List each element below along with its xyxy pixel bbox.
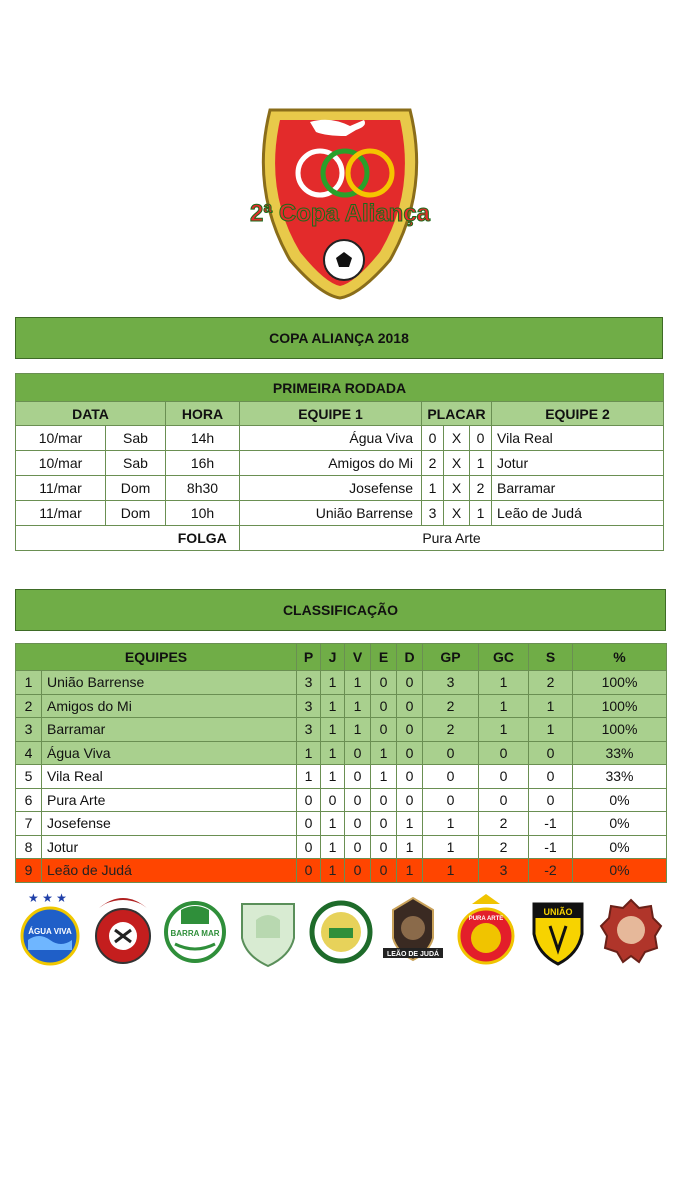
match-row	[16, 426, 664, 451]
match-score2: 1	[470, 501, 492, 526]
header-equipe1: EQUIPE 1	[240, 402, 422, 426]
classification-row	[16, 765, 667, 789]
match-day: Dom	[106, 476, 166, 501]
cell-d: 0	[397, 741, 423, 765]
cell-j: 0	[321, 788, 345, 812]
cell-team: Leão de Judá	[42, 859, 297, 883]
match-time: 10h	[166, 501, 240, 526]
cell-gp: 1	[423, 835, 479, 859]
copa-alianca-logo	[240, 100, 440, 300]
cell-team: Barramar	[42, 718, 297, 742]
classification-title: CLASSIFICAÇÃO	[15, 589, 666, 631]
match-team2: Barramar	[492, 476, 664, 501]
match-date: 11/mar	[16, 476, 106, 501]
cell-d: 0	[397, 718, 423, 742]
header-p: P	[297, 644, 321, 671]
match-x: X	[444, 501, 470, 526]
cell-p: 0	[297, 859, 321, 883]
header-e: E	[371, 644, 397, 671]
cell-p: 1	[297, 741, 321, 765]
cell-j: 1	[321, 859, 345, 883]
cell-j: 1	[321, 835, 345, 859]
classification-row	[16, 788, 667, 812]
cell-e: 0	[371, 835, 397, 859]
cell-gp: 0	[423, 741, 479, 765]
badge-text: ÁGUA VIVA	[28, 927, 72, 936]
pura-arte-badge	[454, 890, 518, 968]
cell-e: 0	[371, 718, 397, 742]
header-placar: PLACAR	[422, 402, 492, 426]
cell-s: 0	[529, 788, 573, 812]
match-row	[16, 476, 664, 501]
cell-pct: 0%	[573, 835, 667, 859]
barramar-badge	[163, 890, 227, 968]
cell-v: 0	[345, 741, 371, 765]
folga-row	[16, 526, 664, 551]
cell-j: 1	[321, 718, 345, 742]
classification-row	[16, 812, 667, 836]
classification-row	[16, 671, 667, 695]
cell-gc: 0	[479, 765, 529, 789]
cell-gc: 1	[479, 671, 529, 695]
cell-e: 0	[371, 694, 397, 718]
badge-text: LEÃO DE JUDÁ	[387, 951, 440, 958]
round-title: PRIMEIRA RODADA	[16, 374, 664, 402]
badge-text: PURA ARTE	[468, 916, 504, 922]
cell-pct: 100%	[573, 718, 667, 742]
cell-gc: 2	[479, 812, 529, 836]
match-team2: Vila Real	[492, 426, 664, 451]
match-team2: Leão de Judá	[492, 501, 664, 526]
cell-gp: 1	[423, 812, 479, 836]
cell-p: 3	[297, 671, 321, 695]
match-score1: 2	[422, 451, 444, 476]
match-time: 14h	[166, 426, 240, 451]
cell-pos: 3	[16, 718, 42, 742]
cell-gc: 1	[479, 718, 529, 742]
cell-gc: 1	[479, 694, 529, 718]
header-s: S	[529, 644, 573, 671]
match-time: 8h30	[166, 476, 240, 501]
cell-gp: 0	[423, 788, 479, 812]
cell-pct: 0%	[573, 812, 667, 836]
cell-gc: 2	[479, 835, 529, 859]
cell-gp: 0	[423, 765, 479, 789]
cell-j: 1	[321, 812, 345, 836]
cell-pct: 0%	[573, 859, 667, 883]
header-data: DATA	[16, 402, 166, 426]
match-score2: 2	[470, 476, 492, 501]
cell-team: Água Viva	[42, 741, 297, 765]
badge-text: UNIÃO	[543, 907, 573, 917]
match-team1: Água Viva	[240, 426, 422, 451]
match-score2: 0	[470, 426, 492, 451]
match-score1: 1	[422, 476, 444, 501]
cell-p: 3	[297, 694, 321, 718]
header-d: D	[397, 644, 423, 671]
match-team2: Jotur	[492, 451, 664, 476]
cell-pos: 5	[16, 765, 42, 789]
match-x: X	[444, 476, 470, 501]
cell-p: 0	[297, 788, 321, 812]
match-score1: 0	[422, 426, 444, 451]
cell-gc: 0	[479, 741, 529, 765]
cell-s: 0	[529, 741, 573, 765]
cell-gp: 1	[423, 859, 479, 883]
cell-e: 0	[371, 859, 397, 883]
badge-text: BARRA MAR	[170, 929, 220, 938]
cell-s: 0	[529, 765, 573, 789]
cell-gc: 0	[479, 788, 529, 812]
cell-s: -1	[529, 835, 573, 859]
match-row	[16, 451, 664, 476]
cell-s: 1	[529, 694, 573, 718]
cell-p: 0	[297, 835, 321, 859]
cell-d: 0	[397, 765, 423, 789]
cell-team: Amigos do Mi	[42, 694, 297, 718]
josefense-badge	[236, 890, 300, 968]
jotur-badge	[91, 890, 155, 968]
match-day: Dom	[106, 501, 166, 526]
cell-pos: 4	[16, 741, 42, 765]
cell-v: 0	[345, 812, 371, 836]
svg-text:★ ★ ★: ★ ★ ★	[28, 891, 67, 905]
cell-e: 1	[371, 741, 397, 765]
page-title: COPA ALIANÇA 2018	[15, 317, 663, 359]
cell-v: 1	[345, 671, 371, 695]
classification-header	[16, 644, 667, 671]
cell-d: 1	[397, 835, 423, 859]
header-pct: %	[573, 644, 667, 671]
cell-d: 1	[397, 812, 423, 836]
cell-j: 1	[321, 765, 345, 789]
cell-pct: 100%	[573, 671, 667, 695]
match-x: X	[444, 426, 470, 451]
cell-gp: 2	[423, 718, 479, 742]
match-team1: Josefense	[240, 476, 422, 501]
header-equipes: EQUIPES	[16, 644, 297, 671]
agua-viva-badge	[18, 890, 82, 968]
classification-row	[16, 718, 667, 742]
cell-team: Pura Arte	[42, 788, 297, 812]
cell-j: 1	[321, 694, 345, 718]
header-hora: HORA	[166, 402, 240, 426]
cell-team: Jotur	[42, 835, 297, 859]
cell-e: 0	[371, 788, 397, 812]
cell-pos: 8	[16, 835, 42, 859]
cell-pct: 0%	[573, 788, 667, 812]
match-score2: 1	[470, 451, 492, 476]
round-table	[15, 373, 664, 551]
cell-j: 1	[321, 741, 345, 765]
cell-d: 0	[397, 694, 423, 718]
cell-j: 1	[321, 671, 345, 695]
classification-row	[16, 741, 667, 765]
cell-gp: 3	[423, 671, 479, 695]
header-v: V	[345, 644, 371, 671]
cell-d: 0	[397, 788, 423, 812]
cell-v: 1	[345, 718, 371, 742]
team-badges	[18, 888, 663, 970]
cell-e: 0	[371, 812, 397, 836]
cell-v: 1	[345, 694, 371, 718]
cell-pct: 100%	[573, 694, 667, 718]
cell-pos: 2	[16, 694, 42, 718]
cell-s: -1	[529, 812, 573, 836]
match-day: Sab	[106, 451, 166, 476]
header-equipe2: EQUIPE 2	[492, 402, 664, 426]
cell-team: Josefense	[42, 812, 297, 836]
cell-pos: 9	[16, 859, 42, 883]
match-x: X	[444, 451, 470, 476]
cell-e: 1	[371, 765, 397, 789]
cell-v: 0	[345, 835, 371, 859]
cell-pos: 6	[16, 788, 42, 812]
cell-s: 1	[529, 718, 573, 742]
folga-team: Pura Arte	[240, 526, 664, 551]
match-team1: União Barrense	[240, 501, 422, 526]
cell-d: 1	[397, 859, 423, 883]
cell-v: 0	[345, 859, 371, 883]
cell-e: 0	[371, 671, 397, 695]
cell-pct: 33%	[573, 741, 667, 765]
cell-p: 1	[297, 765, 321, 789]
cell-pos: 1	[16, 671, 42, 695]
match-score1: 3	[422, 501, 444, 526]
cell-pct: 33%	[573, 765, 667, 789]
classification-row	[16, 835, 667, 859]
match-date: 10/mar	[16, 451, 106, 476]
cell-team: União Barrense	[42, 671, 297, 695]
header-gc: GC	[479, 644, 529, 671]
cell-d: 0	[397, 671, 423, 695]
match-team1: Amigos do Mi	[240, 451, 422, 476]
cell-v: 0	[345, 765, 371, 789]
cell-p: 0	[297, 812, 321, 836]
match-row	[16, 501, 664, 526]
cell-pos: 7	[16, 812, 42, 836]
cell-p: 3	[297, 718, 321, 742]
leao-de-juda-badge	[381, 890, 445, 968]
uniao-badge	[526, 890, 590, 968]
vila-real-badge	[599, 890, 663, 968]
match-day: Sab	[106, 426, 166, 451]
classification-table	[15, 643, 667, 883]
amigos-do-mi-badge	[309, 890, 373, 968]
match-date: 10/mar	[16, 426, 106, 451]
cell-gp: 2	[423, 694, 479, 718]
cell-s: 2	[529, 671, 573, 695]
folga-label: FOLGA	[166, 526, 240, 551]
logo-text: 2ª Copa Aliança	[249, 200, 431, 227]
match-date: 11/mar	[16, 501, 106, 526]
header-j: J	[321, 644, 345, 671]
cell-v: 0	[345, 788, 371, 812]
classification-row	[16, 694, 667, 718]
cell-gc: 3	[479, 859, 529, 883]
header-gp: GP	[423, 644, 479, 671]
match-time: 16h	[166, 451, 240, 476]
classification-row	[16, 859, 667, 883]
cell-team: Vila Real	[42, 765, 297, 789]
cell-s: -2	[529, 859, 573, 883]
